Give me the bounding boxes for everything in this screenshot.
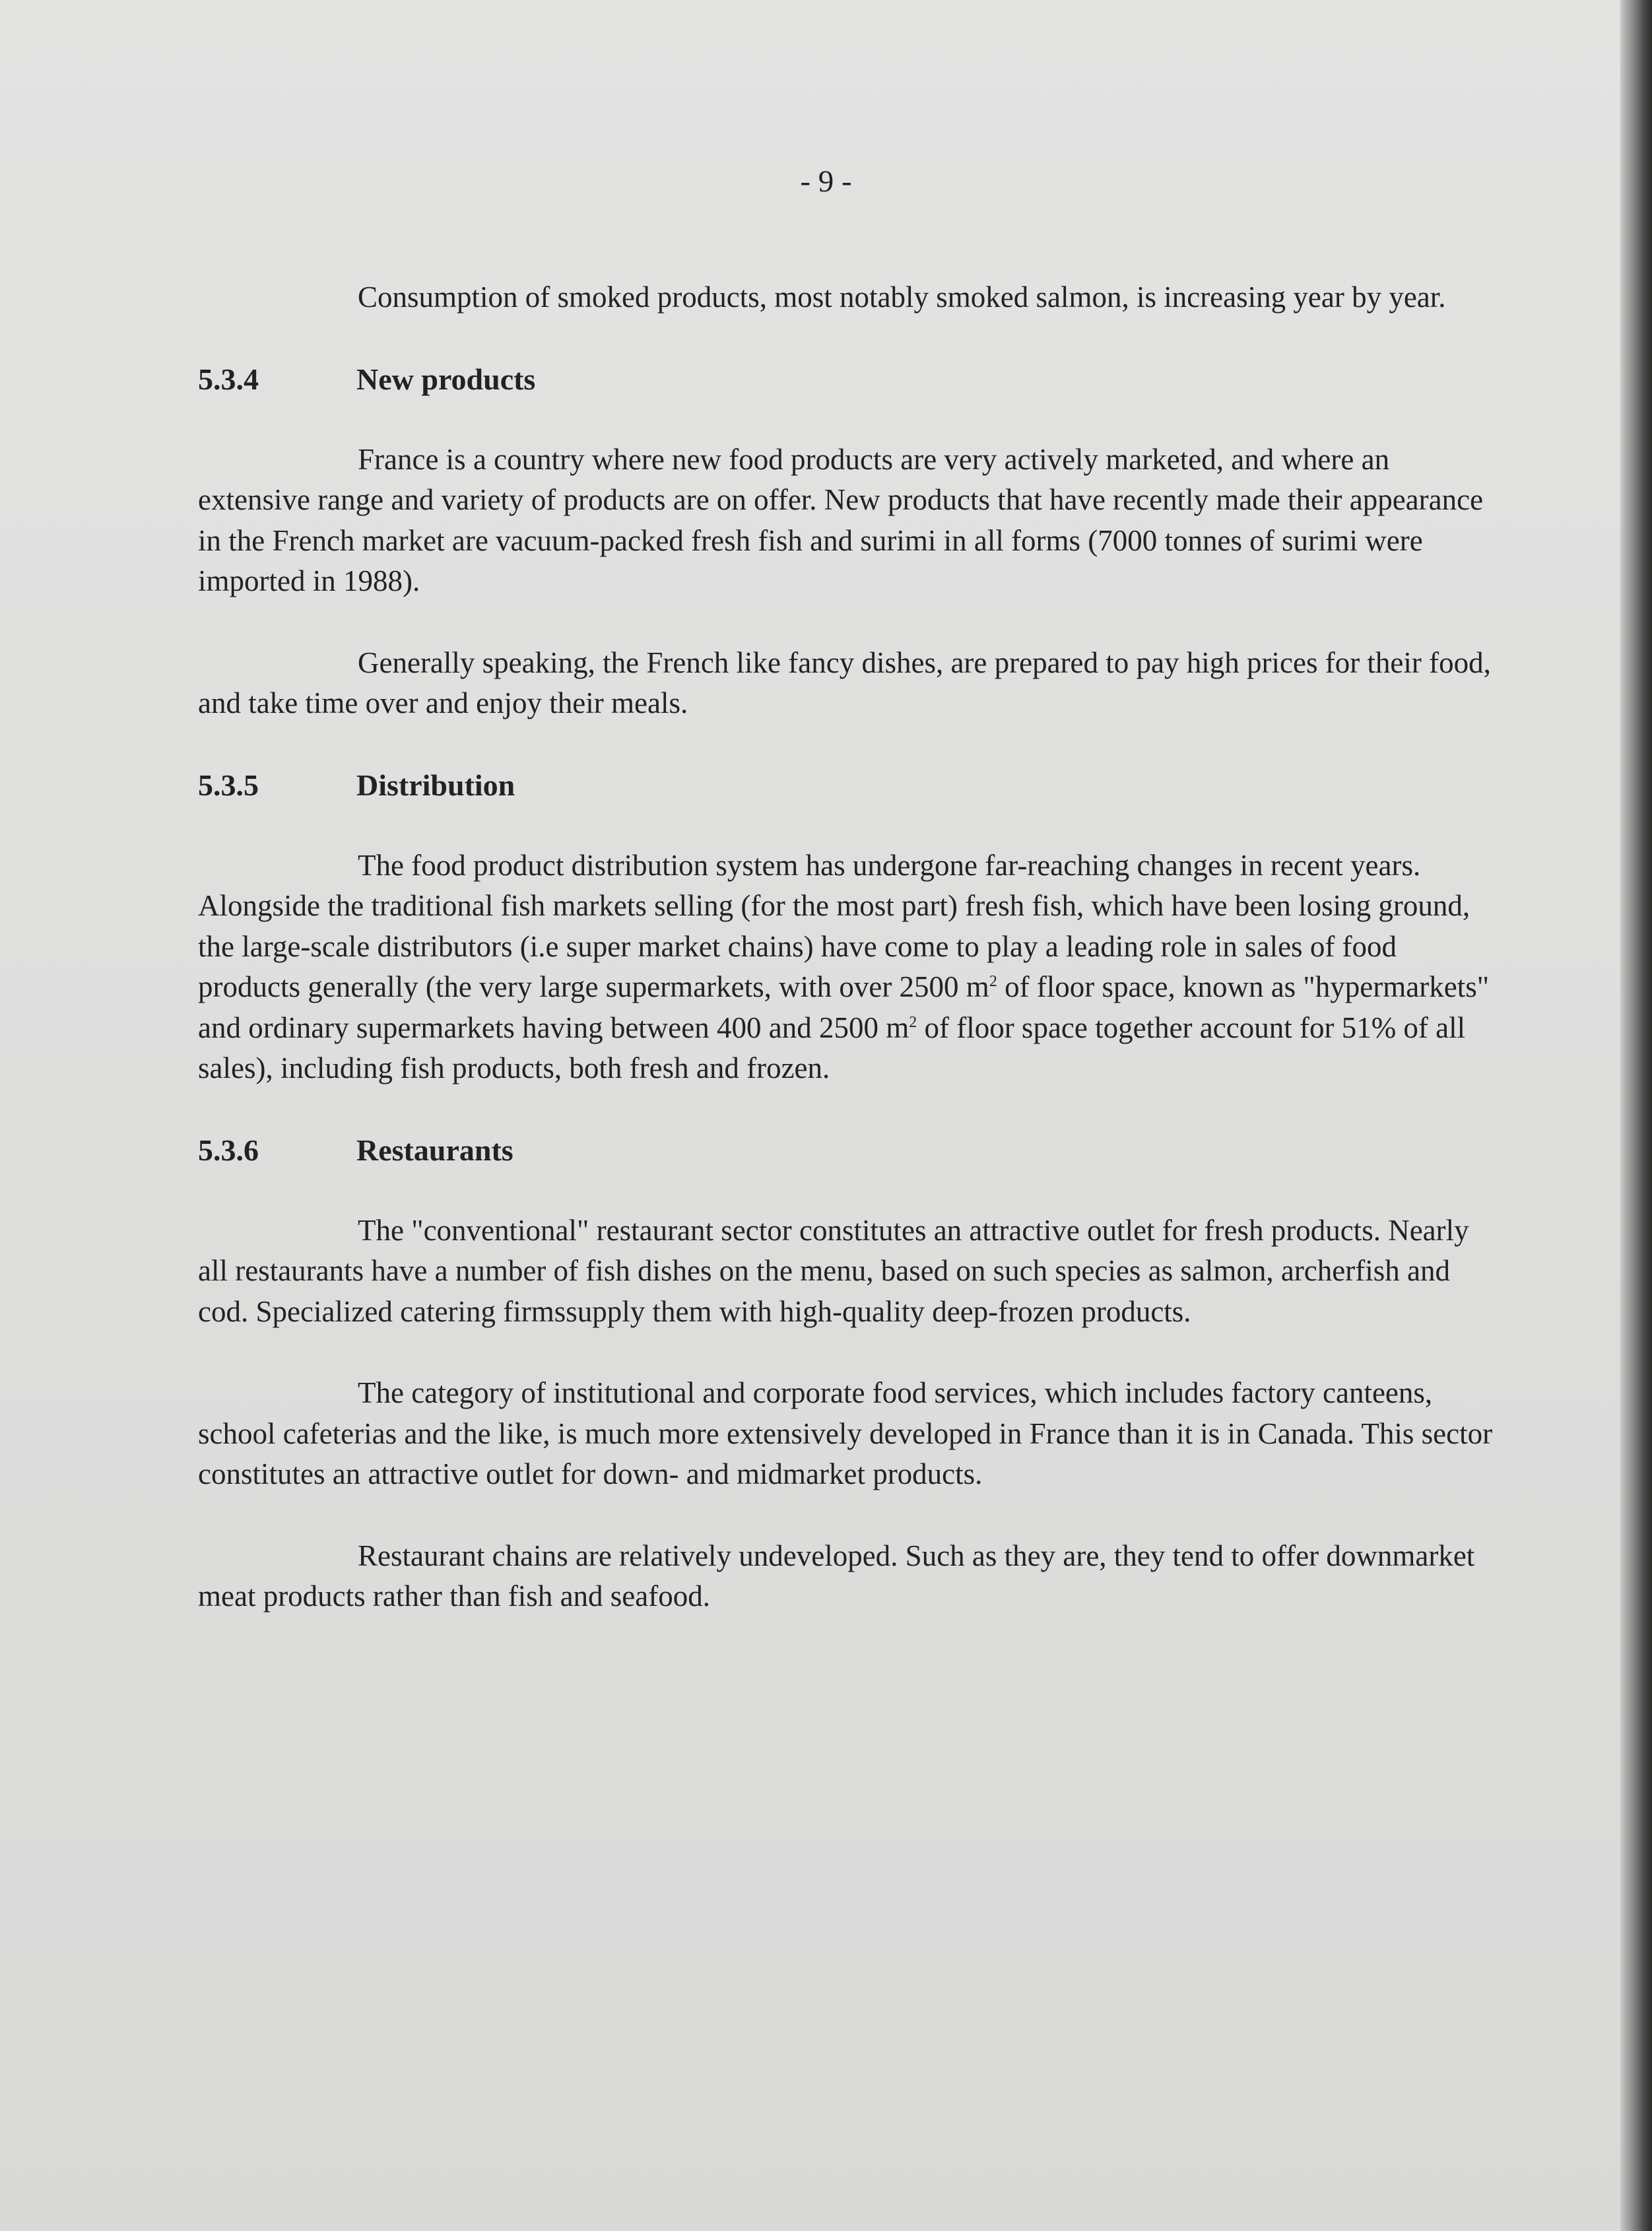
section-title: Distribution [356, 768, 515, 802]
text-span: of floor space together account for 51% of all sales), including fish products, both fresh and frozen. [198, 1011, 1466, 1084]
superscript: 2 [909, 1013, 917, 1031]
paragraph-restaurants-3: Restaurant chains are relatively undeveloped. Such as they are, they tend to offer downmarket meat products rather than fish and seafood. [198, 1539, 1475, 1613]
paragraph-distribution-1 [198, 846, 1498, 1089]
text-span: of floor space, known as "hypermarkets" and ordinary supermarkets having between 400 and 2500 m [198, 970, 1490, 1044]
section-heading-new-products [198, 359, 1498, 400]
section-heading-distribution [198, 765, 1498, 806]
paragraph-new-products-1: France is a country where new food products are very actively marketed, and where an extensive range and variety of products are on offer. New products that have recently made their appearance in the French market are vacuum-packed fresh fish and surimi in all forms (7000 tonnes of surimi were imported in 1988). [198, 442, 1484, 597]
paragraph-new-products-2: Generally speaking, the French like fancy dishes, are prepared to pay high prices for their food, and take time over and enjoy their meals. [198, 646, 1491, 719]
intro-paragraph: Consumption of smoked products, most notably smoked salmon, is increasing year by year. [358, 281, 1446, 314]
section-number: 5.3.4 [198, 362, 259, 396]
paragraph-restaurants-1: The "conventional" restaurant sector constitutes an attractive outlet for fresh products. Nearly all restaurants have a number of fish dishes on the menu, based on such species as salmon, archerfish and cod. Specialized catering firmssupply them with high-quality deep-frozen products. [198, 1213, 1469, 1328]
text-span: The food product distribution system has undergone far-reaching changes in recent years. Alongside the traditional fish markets selling (for the most part) fresh fish, which have been losing ground, the large-scale distributors (i.e super market chains) have come to play a leading role in sales of food products generally (the very large supermarkets, with over 2500 m [198, 848, 1470, 1003]
paragraph-restaurants-2: The category of institutional and corporate food services, which includes factory canteens, school cafeterias and the like, is much more extensively developed in France than it is in Canada. This sector constitutes an attractive outlet for down- and midmarket products. [198, 1376, 1493, 1490]
section-title: Restaurants [356, 1133, 513, 1167]
section-heading-restaurants [198, 1130, 1498, 1171]
binding-edge [1620, 0, 1652, 2231]
section-title: New products [356, 362, 536, 396]
page-body [198, 277, 1498, 1658]
section-number: 5.3.5 [198, 768, 259, 802]
superscript: 2 [989, 973, 997, 990]
page-number: - 9 - [800, 164, 852, 199]
section-number: 5.3.6 [198, 1133, 259, 1167]
